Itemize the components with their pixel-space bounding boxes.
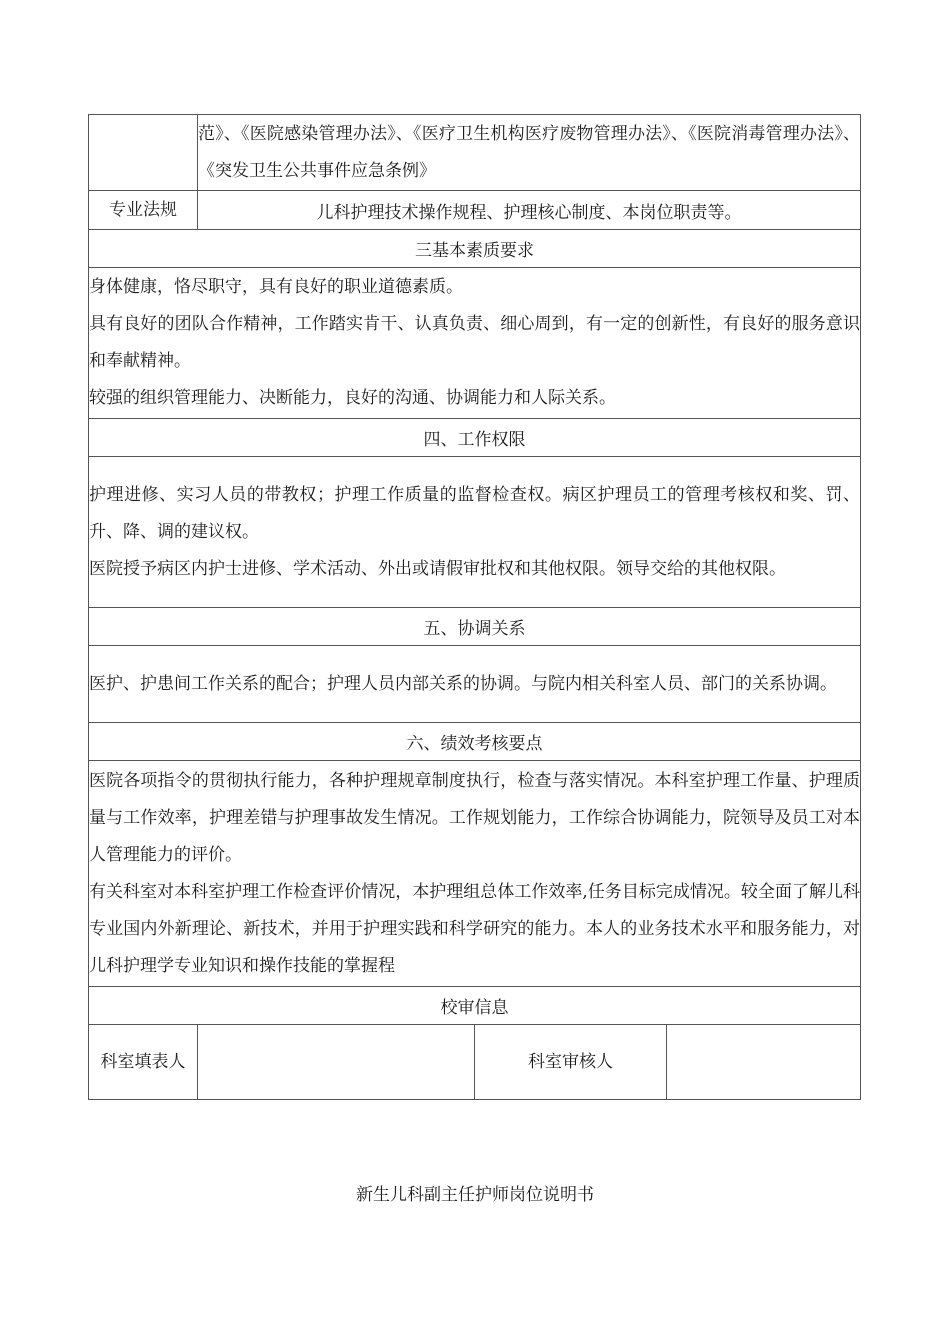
review-header: 校审信息 [89,987,861,1025]
performance-paragraph-1: 医院各项指令的贯彻执行能力，各种护理规章制度执行，检查与落实情况。本科室护理工作量、护理质量与工作效率，护理差错与护理事故发生情况。工作规划能力，工作综合协调能力，院领导及员工对本人管理能力的评价。 [89,770,860,865]
quality-content-row [89,268,861,419]
quality-header-row [89,230,861,268]
regulations-label-cell [89,115,198,191]
form-filler-value [198,1025,475,1100]
coordination-header-row [89,608,861,646]
performance-header-row [89,723,861,761]
regulations-text: 范》、《医院感染管理办法》、《医疗卫生机构医疗废物管理办法》、《医院消毒管理办法》、《突发卫生公共事件应急条例》 [198,115,861,191]
coordination-content [89,646,861,723]
performance-header: 六、绩效考核要点 [89,723,861,761]
professional-label: 专业法规 [89,191,198,230]
review-header-row [89,987,861,1025]
professional-row [89,191,861,230]
quality-content [89,268,861,419]
quality-header: 三基本素质要求 [89,230,861,268]
coordination-paragraph-1: 医护、护患间工作关系的配合；护理人员内部关系的协调。与院内相关科室人员、部门的关系协调。 [89,673,837,694]
authority-content-row [89,457,861,608]
form-filler-label: 科室填表人 [89,1025,198,1100]
performance-paragraph-2: 有关科室对本科室护理工作检查评价情况，本护理组总体工作效率,任务目标完成情况。较全面了解儿科专业国内外新理论、新技术，并用于护理实践和科学研究的能力。本人的业务技术水平和服务能力，对儿科护理学专业知识和操作技能的掌握程 [89,881,860,976]
coordination-content-row [89,646,861,723]
quality-paragraph-3: 较强的组织管理能力、决断能力，良好的沟通、协调能力和人际关系。 [89,388,616,408]
performance-content-row [89,761,861,987]
regulations-row [89,115,861,191]
authority-header-row [89,419,861,457]
authority-content [89,457,861,608]
professional-value: 儿科护理技术操作规程、护理核心制度、本岗位职责等。 [198,191,861,230]
quality-paragraph-2: 具有良好的团队合作精神，工作踏实肯干、认真负责、细心周到，有一定的创新性，有良好的服务意识和奉献精神。 [89,314,860,371]
reviewer-value [667,1025,861,1100]
coordination-header: 五、协调关系 [89,608,861,646]
reviewer-label: 科室审核人 [475,1025,667,1100]
authority-paragraph-1: 护理进修、实习人员的带教权；护理工作质量的监督检查权。病区护理员工的管理考核权和奖、罚、升、降、调的建议权。 [89,484,860,542]
authority-header: 四、工作权限 [89,419,861,457]
job-description-table [88,114,861,1100]
quality-paragraph-1: 身体健康，恪尽职守，具有良好的职业道德素质。 [89,277,463,297]
review-row [89,1025,861,1100]
performance-content [89,761,861,987]
document-title: 新生儿科副主任护师岗位说明书 [356,1185,594,1205]
authority-paragraph-2: 医院授予病区内护士进修、学术活动、外出或请假审批权和其他权限。领导交给的其他权限。 [89,558,786,579]
